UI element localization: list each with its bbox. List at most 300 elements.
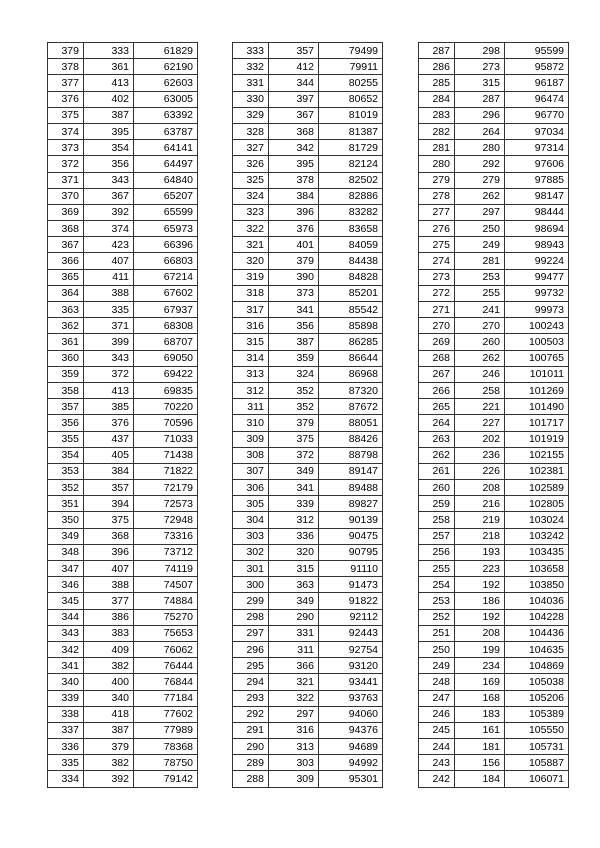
count-cell: 298 [455, 43, 505, 59]
count-cell: 394 [84, 496, 134, 512]
table-row [233, 512, 383, 528]
cumulative-count-cell: 97314 [505, 140, 569, 156]
table-row [419, 674, 569, 690]
score-cell: 345 [48, 593, 84, 609]
count-cell: 384 [269, 188, 319, 204]
cumulative-count-cell: 86285 [319, 334, 383, 350]
score-cell: 282 [419, 123, 455, 139]
score-cell: 299 [233, 593, 269, 609]
score-cell: 348 [48, 544, 84, 560]
score-cell: 321 [233, 237, 269, 253]
score-cell: 309 [233, 431, 269, 447]
score-cell: 357 [48, 399, 84, 415]
table-row [419, 366, 569, 382]
table-row [48, 382, 198, 398]
score-cell: 358 [48, 382, 84, 398]
cumulative-count-cell: 81729 [319, 140, 383, 156]
count-cell: 183 [455, 706, 505, 722]
cumulative-count-cell: 80652 [319, 91, 383, 107]
score-cell: 252 [419, 609, 455, 625]
cumulative-count-cell: 63005 [134, 91, 198, 107]
table-row [419, 528, 569, 544]
score-cell: 368 [48, 221, 84, 237]
table-row [233, 140, 383, 156]
count-cell: 352 [269, 382, 319, 398]
count-cell: 359 [269, 350, 319, 366]
score-cell: 315 [233, 334, 269, 350]
table-row [48, 463, 198, 479]
count-cell: 192 [455, 609, 505, 625]
score-cell: 337 [48, 722, 84, 738]
score-cell: 249 [419, 658, 455, 674]
table-row [419, 156, 569, 172]
table-row [419, 334, 569, 350]
score-cell: 306 [233, 480, 269, 496]
score-cell: 328 [233, 123, 269, 139]
score-cell: 288 [233, 771, 269, 787]
cumulative-count-cell: 71438 [134, 447, 198, 463]
table-row [419, 447, 569, 463]
cumulative-count-cell: 85542 [319, 302, 383, 318]
count-cell: 281 [455, 253, 505, 269]
cumulative-count-cell: 95599 [505, 43, 569, 59]
table-row [233, 415, 383, 431]
count-cell: 241 [455, 302, 505, 318]
count-cell: 208 [455, 480, 505, 496]
table-row [48, 75, 198, 91]
table-row [48, 480, 198, 496]
table-row [419, 221, 569, 237]
score-cell: 340 [48, 674, 84, 690]
count-cell: 216 [455, 496, 505, 512]
count-cell: 437 [84, 431, 134, 447]
count-cell: 375 [269, 431, 319, 447]
table-row [48, 674, 198, 690]
cumulative-count-cell: 93763 [319, 690, 383, 706]
score-cell: 318 [233, 285, 269, 301]
table-row [48, 334, 198, 350]
count-cell: 367 [269, 107, 319, 123]
count-cell: 184 [455, 771, 505, 787]
count-cell: 249 [455, 237, 505, 253]
count-cell: 341 [269, 302, 319, 318]
count-cell: 373 [269, 285, 319, 301]
cumulative-count-cell: 100243 [505, 318, 569, 334]
table-row [233, 204, 383, 220]
score-cell: 253 [419, 593, 455, 609]
count-cell: 418 [84, 706, 134, 722]
count-cell: 349 [269, 593, 319, 609]
table-row [233, 674, 383, 690]
cumulative-count-cell: 90475 [319, 528, 383, 544]
cumulative-count-cell: 63787 [134, 123, 198, 139]
count-cell: 392 [84, 771, 134, 787]
cumulative-count-cell: 96187 [505, 75, 569, 91]
score-cell: 366 [48, 253, 84, 269]
count-cell: 412 [269, 59, 319, 75]
score-cell: 257 [419, 528, 455, 544]
table-row [419, 382, 569, 398]
score-cell: 245 [419, 722, 455, 738]
cumulative-count-cell: 68707 [134, 334, 198, 350]
table-row [233, 318, 383, 334]
cumulative-count-cell: 85898 [319, 318, 383, 334]
count-cell: 169 [455, 674, 505, 690]
count-cell: 262 [455, 350, 505, 366]
score-cell: 291 [233, 722, 269, 738]
cumulative-count-cell: 67602 [134, 285, 198, 301]
table-row [48, 318, 198, 334]
count-cell: 255 [455, 285, 505, 301]
score-cell: 255 [419, 561, 455, 577]
cumulative-count-cell: 103435 [505, 544, 569, 560]
count-cell: 357 [269, 43, 319, 59]
cumulative-count-cell: 99224 [505, 253, 569, 269]
table-row [419, 107, 569, 123]
table-row [233, 739, 383, 755]
table-row [48, 447, 198, 463]
score-cell: 266 [419, 382, 455, 398]
cumulative-count-cell: 76844 [134, 674, 198, 690]
table-row [48, 528, 198, 544]
cumulative-count-cell: 76444 [134, 658, 198, 674]
cumulative-count-cell: 101011 [505, 366, 569, 382]
cumulative-count-cell: 102155 [505, 447, 569, 463]
count-cell: 297 [455, 204, 505, 220]
score-cell: 244 [419, 739, 455, 755]
score-cell: 370 [48, 188, 84, 204]
count-cell: 368 [269, 123, 319, 139]
table-row [48, 641, 198, 657]
score-cell: 363 [48, 302, 84, 318]
cumulative-count-cell: 98694 [505, 221, 569, 237]
cumulative-count-cell: 68308 [134, 318, 198, 334]
count-cell: 193 [455, 544, 505, 560]
count-cell: 320 [269, 544, 319, 560]
cumulative-count-cell: 97606 [505, 156, 569, 172]
count-cell: 226 [455, 463, 505, 479]
table-row [419, 609, 569, 625]
table-row [419, 755, 569, 771]
count-cell: 388 [84, 577, 134, 593]
table-row [48, 739, 198, 755]
cumulative-count-cell: 69422 [134, 366, 198, 382]
cumulative-count-cell: 77989 [134, 722, 198, 738]
score-cell: 359 [48, 366, 84, 382]
table-row [233, 625, 383, 641]
cumulative-count-cell: 65973 [134, 221, 198, 237]
cumulative-count-cell: 104436 [505, 625, 569, 641]
table-row [48, 302, 198, 318]
table-row [419, 302, 569, 318]
score-cell: 308 [233, 447, 269, 463]
score-cell: 284 [419, 91, 455, 107]
count-cell: 356 [269, 318, 319, 334]
table-row [233, 722, 383, 738]
table-row [419, 577, 569, 593]
count-cell: 287 [455, 91, 505, 107]
cumulative-count-cell: 91110 [319, 561, 383, 577]
score-cell: 305 [233, 496, 269, 512]
score-cell: 281 [419, 140, 455, 156]
cumulative-count-cell: 62190 [134, 59, 198, 75]
table-row [48, 593, 198, 609]
table-row [233, 609, 383, 625]
score-cell: 338 [48, 706, 84, 722]
count-cell: 315 [269, 561, 319, 577]
count-cell: 321 [269, 674, 319, 690]
score-cell: 261 [419, 463, 455, 479]
table-row [233, 561, 383, 577]
score-cell: 323 [233, 204, 269, 220]
table-row [48, 496, 198, 512]
score-cell: 267 [419, 366, 455, 382]
count-cell: 343 [84, 172, 134, 188]
cumulative-count-cell: 70596 [134, 415, 198, 431]
count-cell: 264 [455, 123, 505, 139]
count-cell: 340 [84, 690, 134, 706]
score-cell: 243 [419, 755, 455, 771]
table-row [233, 237, 383, 253]
table-row [233, 690, 383, 706]
table-row [419, 318, 569, 334]
score-cell: 334 [48, 771, 84, 787]
score-cell: 265 [419, 399, 455, 415]
score-cell: 286 [419, 59, 455, 75]
table-row [48, 156, 198, 172]
score-cell: 278 [419, 188, 455, 204]
cumulative-count-cell: 98147 [505, 188, 569, 204]
cumulative-count-cell: 89488 [319, 480, 383, 496]
count-cell: 382 [84, 755, 134, 771]
cumulative-count-cell: 87672 [319, 399, 383, 415]
cumulative-count-cell: 84828 [319, 269, 383, 285]
count-cell: 227 [455, 415, 505, 431]
table-row [419, 140, 569, 156]
count-cell: 290 [269, 609, 319, 625]
score-cell: 292 [233, 706, 269, 722]
score-cell: 301 [233, 561, 269, 577]
count-cell: 387 [269, 334, 319, 350]
cumulative-count-cell: 93441 [319, 674, 383, 690]
table-row [233, 253, 383, 269]
count-cell: 234 [455, 658, 505, 674]
table-row [419, 253, 569, 269]
count-cell: 402 [84, 91, 134, 107]
score-cell: 283 [419, 107, 455, 123]
table-row [48, 366, 198, 382]
cumulative-count-cell: 101919 [505, 431, 569, 447]
count-cell: 349 [269, 463, 319, 479]
table-row [48, 609, 198, 625]
score-cell: 313 [233, 366, 269, 382]
score-cell: 259 [419, 496, 455, 512]
table-row [233, 577, 383, 593]
score-cell: 360 [48, 350, 84, 366]
score-cell: 331 [233, 75, 269, 91]
count-cell: 246 [455, 366, 505, 382]
score-cell: 365 [48, 269, 84, 285]
cumulative-count-cell: 87320 [319, 382, 383, 398]
cumulative-count-cell: 66396 [134, 237, 198, 253]
table-row [233, 107, 383, 123]
table-row [233, 382, 383, 398]
count-cell: 386 [84, 609, 134, 625]
cumulative-count-cell: 84059 [319, 237, 383, 253]
count-cell: 292 [455, 156, 505, 172]
count-cell: 405 [84, 447, 134, 463]
count-cell: 409 [84, 641, 134, 657]
cumulative-count-cell: 102589 [505, 480, 569, 496]
table-row [233, 480, 383, 496]
cumulative-count-cell: 90795 [319, 544, 383, 560]
table-row [48, 350, 198, 366]
score-cell: 342 [48, 641, 84, 657]
cumulative-count-cell: 86968 [319, 366, 383, 382]
score-cell: 270 [419, 318, 455, 334]
table-row [233, 544, 383, 560]
cumulative-count-cell: 92443 [319, 625, 383, 641]
table-row [419, 739, 569, 755]
score-cell: 344 [48, 609, 84, 625]
score-cell: 322 [233, 221, 269, 237]
count-cell: 399 [84, 334, 134, 350]
cumulative-count-cell: 64497 [134, 156, 198, 172]
table-row [419, 188, 569, 204]
table-row [48, 59, 198, 75]
cumulative-count-cell: 65207 [134, 188, 198, 204]
count-cell: 331 [269, 625, 319, 641]
count-cell: 384 [84, 463, 134, 479]
cumulative-count-cell: 83658 [319, 221, 383, 237]
count-cell: 313 [269, 739, 319, 755]
count-cell: 168 [455, 690, 505, 706]
table-row [419, 43, 569, 59]
score-cell: 274 [419, 253, 455, 269]
table-row [233, 123, 383, 139]
count-cell: 236 [455, 447, 505, 463]
score-cell: 377 [48, 75, 84, 91]
score-cell: 316 [233, 318, 269, 334]
table-row [233, 366, 383, 382]
score-cell: 275 [419, 237, 455, 253]
score-cell: 332 [233, 59, 269, 75]
table-row [48, 755, 198, 771]
score-cell: 310 [233, 415, 269, 431]
score-cell: 298 [233, 609, 269, 625]
table-row [419, 641, 569, 657]
score-cell: 376 [48, 91, 84, 107]
count-cell: 407 [84, 561, 134, 577]
table-row [233, 658, 383, 674]
score-cell: 353 [48, 463, 84, 479]
cumulative-count-cell: 74119 [134, 561, 198, 577]
score-cell: 279 [419, 172, 455, 188]
count-cell: 354 [84, 140, 134, 156]
cumulative-count-cell: 65599 [134, 204, 198, 220]
score-cell: 362 [48, 318, 84, 334]
score-cell: 319 [233, 269, 269, 285]
count-cell: 218 [455, 528, 505, 544]
count-cell: 356 [84, 156, 134, 172]
count-cell: 390 [269, 269, 319, 285]
count-cell: 280 [455, 140, 505, 156]
cumulative-count-cell: 80255 [319, 75, 383, 91]
score-cell: 294 [233, 674, 269, 690]
score-cell: 361 [48, 334, 84, 350]
cumulative-count-cell: 72179 [134, 480, 198, 496]
count-cell: 363 [269, 577, 319, 593]
cumulative-count-cell: 101717 [505, 415, 569, 431]
table-row [233, 75, 383, 91]
table-row [419, 722, 569, 738]
cumulative-count-cell: 72948 [134, 512, 198, 528]
table-row [48, 172, 198, 188]
cumulative-count-cell: 98444 [505, 204, 569, 220]
count-cell: 303 [269, 755, 319, 771]
count-cell: 372 [84, 366, 134, 382]
cumulative-count-cell: 78368 [134, 739, 198, 755]
score-cell: 271 [419, 302, 455, 318]
score-cell: 289 [233, 755, 269, 771]
score-cell: 349 [48, 528, 84, 544]
count-cell: 253 [455, 269, 505, 285]
table-row [419, 463, 569, 479]
cumulative-count-cell: 104036 [505, 593, 569, 609]
count-cell: 341 [269, 480, 319, 496]
score-cell: 339 [48, 690, 84, 706]
count-cell: 344 [269, 75, 319, 91]
cumulative-count-cell: 94376 [319, 722, 383, 738]
score-cell: 277 [419, 204, 455, 220]
score-cell: 251 [419, 625, 455, 641]
table-row [48, 722, 198, 738]
table-row [419, 512, 569, 528]
table-row [48, 188, 198, 204]
count-cell: 367 [84, 188, 134, 204]
table-row [48, 107, 198, 123]
count-cell: 368 [84, 528, 134, 544]
count-cell: 333 [84, 43, 134, 59]
score-cell: 248 [419, 674, 455, 690]
table-row [419, 237, 569, 253]
score-cell: 290 [233, 739, 269, 755]
cumulative-count-cell: 100765 [505, 350, 569, 366]
cumulative-count-cell: 75270 [134, 609, 198, 625]
cumulative-count-cell: 98943 [505, 237, 569, 253]
score-cell: 307 [233, 463, 269, 479]
table-row [419, 399, 569, 415]
table-row [48, 237, 198, 253]
count-cell: 357 [84, 480, 134, 496]
cumulative-count-cell: 103242 [505, 528, 569, 544]
count-cell: 379 [84, 739, 134, 755]
cumulative-count-cell: 97885 [505, 172, 569, 188]
score-cell: 269 [419, 334, 455, 350]
cumulative-count-cell: 89827 [319, 496, 383, 512]
table-row [48, 431, 198, 447]
cumulative-count-cell: 83282 [319, 204, 383, 220]
count-cell: 270 [455, 318, 505, 334]
count-cell: 296 [455, 107, 505, 123]
score-cell: 287 [419, 43, 455, 59]
count-cell: 371 [84, 318, 134, 334]
score-cell: 375 [48, 107, 84, 123]
count-cell: 413 [84, 382, 134, 398]
cumulative-count-cell: 85201 [319, 285, 383, 301]
table-row [48, 625, 198, 641]
table-row [233, 156, 383, 172]
